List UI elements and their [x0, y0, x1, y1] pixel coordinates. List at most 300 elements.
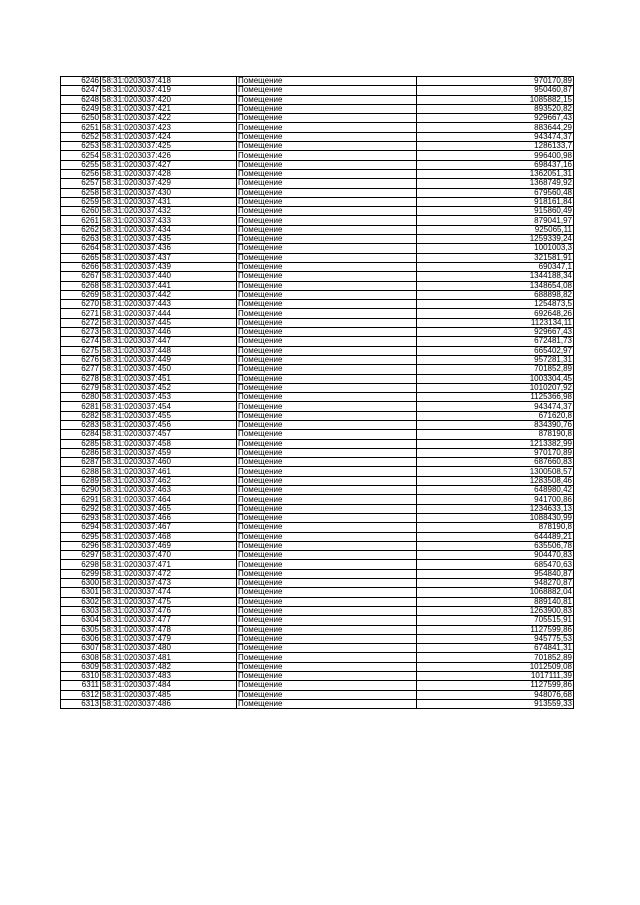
row-number-cell: 6311 [61, 681, 101, 690]
value-cell: 1344188,34 [417, 272, 574, 281]
value-cell: 648980,42 [417, 486, 574, 495]
cadastral-number-cell: 58:31:0203037:450 [101, 365, 237, 374]
object-type-cell: Помещение [237, 300, 417, 309]
cadastral-number-cell: 58:31:0203037:428 [101, 169, 237, 178]
cadastral-number-cell: 58:31:0203037:475 [101, 597, 237, 606]
row-number-cell: 6263 [61, 235, 101, 244]
value-cell: 941700,86 [417, 495, 574, 504]
value-cell: 679560,48 [417, 188, 574, 197]
cadastral-number-cell: 58:31:0203037:425 [101, 142, 237, 151]
value-cell: 954840,87 [417, 569, 574, 578]
value-cell: 883644,29 [417, 123, 574, 132]
object-type-cell: Помещение [237, 142, 417, 151]
row-number-cell: 6276 [61, 355, 101, 364]
row-number-cell: 6288 [61, 467, 101, 476]
row-number-cell: 6246 [61, 77, 101, 86]
table-row [61, 699, 574, 708]
cadastral-number-cell: 58:31:0203037:456 [101, 420, 237, 429]
value-cell: 878190,8 [417, 523, 574, 532]
row-number-cell: 6266 [61, 262, 101, 271]
object-type-cell: Помещение [237, 151, 417, 160]
cadastral-number-cell: 58:31:0203037:486 [101, 699, 237, 708]
table-row [61, 532, 574, 541]
row-number-cell: 6254 [61, 151, 101, 160]
cadastral-number-cell: 58:31:0203037:435 [101, 235, 237, 244]
table-row [61, 467, 574, 476]
cadastral-number-cell: 58:31:0203037:447 [101, 337, 237, 346]
cadastral-number-cell: 58:31:0203037:433 [101, 216, 237, 225]
row-number-cell: 6278 [61, 374, 101, 383]
cadastral-number-cell: 58:31:0203037:446 [101, 328, 237, 337]
object-type-cell: Помещение [237, 606, 417, 615]
row-number-cell: 6313 [61, 699, 101, 708]
value-cell: 948270,87 [417, 579, 574, 588]
cadastral-number-cell: 58:31:0203037:472 [101, 569, 237, 578]
value-cell: 705515,91 [417, 616, 574, 625]
row-number-cell: 6259 [61, 197, 101, 206]
table-row [61, 207, 574, 216]
value-cell: 970170,89 [417, 448, 574, 457]
object-type-cell: Помещение [237, 486, 417, 495]
table-row [61, 616, 574, 625]
object-type-cell: Помещение [237, 86, 417, 95]
value-cell: 889140,81 [417, 597, 574, 606]
cadastral-number-cell: 58:31:0203037:458 [101, 439, 237, 448]
object-type-cell: Помещение [237, 114, 417, 123]
table-row [61, 504, 574, 513]
table-row [61, 402, 574, 411]
cadastral-number-cell: 58:31:0203037:440 [101, 272, 237, 281]
row-number-cell: 6298 [61, 560, 101, 569]
value-cell: 1362051,31 [417, 169, 574, 178]
table-row [61, 430, 574, 439]
value-cell: 1088430,99 [417, 513, 574, 522]
value-cell: 943474,37 [417, 402, 574, 411]
value-cell: 948076,68 [417, 690, 574, 699]
object-type-cell: Помещение [237, 328, 417, 337]
row-number-cell: 6256 [61, 169, 101, 178]
value-cell: 701852,89 [417, 365, 574, 374]
table-row [61, 513, 574, 522]
table-row [61, 253, 574, 262]
object-type-cell: Помещение [237, 672, 417, 681]
object-type-cell: Помещение [237, 551, 417, 560]
object-type-cell: Помещение [237, 699, 417, 708]
row-number-cell: 6257 [61, 179, 101, 188]
cadastral-number-cell: 58:31:0203037:483 [101, 672, 237, 681]
object-type-cell: Помещение [237, 123, 417, 132]
row-number-cell: 6302 [61, 597, 101, 606]
value-cell: 1368749,92 [417, 179, 574, 188]
table-row [61, 476, 574, 485]
cadastral-number-cell: 58:31:0203037:427 [101, 160, 237, 169]
value-cell: 671620,8 [417, 411, 574, 420]
value-cell: 665402,97 [417, 346, 574, 355]
value-cell: 1125366,98 [417, 393, 574, 402]
object-type-cell: Помещение [237, 207, 417, 216]
table-row [61, 579, 574, 588]
row-number-cell: 6267 [61, 272, 101, 281]
object-type-cell: Помещение [237, 458, 417, 467]
value-cell: 1348654,08 [417, 281, 574, 290]
object-type-cell: Помещение [237, 513, 417, 522]
object-type-cell: Помещение [237, 588, 417, 597]
object-type-cell: Помещение [237, 188, 417, 197]
object-type-cell: Помещение [237, 290, 417, 299]
object-type-cell: Помещение [237, 634, 417, 643]
object-type-cell: Помещение [237, 197, 417, 206]
cadastral-number-cell: 58:31:0203037:477 [101, 616, 237, 625]
table-row [61, 355, 574, 364]
value-cell: 644489,21 [417, 532, 574, 541]
cadastral-number-cell: 58:31:0203037:467 [101, 523, 237, 532]
cadastral-number-cell: 58:31:0203037:426 [101, 151, 237, 160]
row-number-cell: 6303 [61, 606, 101, 615]
value-cell: 1283508,46 [417, 476, 574, 485]
cadastral-number-cell: 58:31:0203037:470 [101, 551, 237, 560]
row-number-cell: 6268 [61, 281, 101, 290]
cadastral-number-cell: 58:31:0203037:473 [101, 579, 237, 588]
value-cell: 1263900,83 [417, 606, 574, 615]
object-type-cell: Помещение [237, 318, 417, 327]
table-row [61, 262, 574, 271]
row-number-cell: 6294 [61, 523, 101, 532]
cadastral-number-cell: 58:31:0203037:453 [101, 393, 237, 402]
value-cell: 878190,8 [417, 430, 574, 439]
table-row [61, 588, 574, 597]
cadastral-number-cell: 58:31:0203037:437 [101, 253, 237, 262]
table-row [61, 439, 574, 448]
cadastral-number-cell: 58:31:0203037:484 [101, 681, 237, 690]
object-type-cell: Помещение [237, 383, 417, 392]
table-row [61, 318, 574, 327]
value-cell: 635506,78 [417, 541, 574, 550]
cadastral-number-cell: 58:31:0203037:421 [101, 104, 237, 113]
value-cell: 321581,91 [417, 253, 574, 262]
value-cell: 943474,37 [417, 132, 574, 141]
table-row [61, 114, 574, 123]
table-row [61, 374, 574, 383]
value-cell: 688898,82 [417, 290, 574, 299]
table-row [61, 197, 574, 206]
object-type-cell: Помещение [237, 616, 417, 625]
value-cell: 1001003,3 [417, 244, 574, 253]
cadastral-number-cell: 58:31:0203037:429 [101, 179, 237, 188]
cadastral-number-cell: 58:31:0203037:464 [101, 495, 237, 504]
object-type-cell: Помещение [237, 104, 417, 113]
table-row [61, 634, 574, 643]
cadastral-number-cell: 58:31:0203037:430 [101, 188, 237, 197]
table-row [61, 690, 574, 699]
object-type-cell: Помещение [237, 579, 417, 588]
cadastral-number-cell: 58:31:0203037:457 [101, 430, 237, 439]
value-cell: 672481,73 [417, 337, 574, 346]
object-type-cell: Помещение [237, 365, 417, 374]
cadastral-number-cell: 58:31:0203037:452 [101, 383, 237, 392]
cadastral-number-cell: 58:31:0203037:469 [101, 541, 237, 550]
table-row [61, 123, 574, 132]
table-row [61, 225, 574, 234]
value-cell: 996400,98 [417, 151, 574, 160]
cadastral-number-cell: 58:31:0203037:459 [101, 448, 237, 457]
object-type-cell: Помещение [237, 560, 417, 569]
value-cell: 1003304,45 [417, 374, 574, 383]
object-type-cell: Помещение [237, 439, 417, 448]
object-type-cell: Помещение [237, 337, 417, 346]
cadastral-number-cell: 58:31:0203037:434 [101, 225, 237, 234]
value-cell: 1123134,11 [417, 318, 574, 327]
cadastral-number-cell: 58:31:0203037:454 [101, 402, 237, 411]
cadastral-number-cell: 58:31:0203037:481 [101, 653, 237, 662]
value-cell: 1068882,04 [417, 588, 574, 597]
table-row [61, 448, 574, 457]
object-type-cell: Помещение [237, 77, 417, 86]
object-type-cell: Помещение [237, 448, 417, 457]
table-row [61, 151, 574, 160]
object-type-cell: Помещение [237, 346, 417, 355]
row-number-cell: 6265 [61, 253, 101, 262]
object-type-cell: Помещение [237, 225, 417, 234]
cadastral-number-cell: 58:31:0203037:423 [101, 123, 237, 132]
cadastral-number-cell: 58:31:0203037:476 [101, 606, 237, 615]
table-row [61, 383, 574, 392]
table-row [61, 104, 574, 113]
row-number-cell: 6251 [61, 123, 101, 132]
object-type-cell: Помещение [237, 430, 417, 439]
value-cell: 692648,26 [417, 309, 574, 318]
table-row [61, 662, 574, 671]
row-number-cell: 6308 [61, 653, 101, 662]
value-cell: 945775,53 [417, 634, 574, 643]
row-number-cell: 6275 [61, 346, 101, 355]
row-number-cell: 6292 [61, 504, 101, 513]
table-row [61, 486, 574, 495]
object-type-cell: Помещение [237, 597, 417, 606]
value-cell: 1085882,15 [417, 95, 574, 104]
table-row [61, 142, 574, 151]
table-row [61, 169, 574, 178]
cadastral-number-cell: 58:31:0203037:462 [101, 476, 237, 485]
row-number-cell: 6255 [61, 160, 101, 169]
object-type-cell: Помещение [237, 402, 417, 411]
row-number-cell: 6252 [61, 132, 101, 141]
row-number-cell: 6248 [61, 95, 101, 104]
table-row [61, 179, 574, 188]
table-row [61, 132, 574, 141]
cadastral-number-cell: 58:31:0203037:474 [101, 588, 237, 597]
value-cell: 1017111,39 [417, 672, 574, 681]
row-number-cell: 6253 [61, 142, 101, 151]
row-number-cell: 6297 [61, 551, 101, 560]
table-row [61, 393, 574, 402]
table-row [61, 644, 574, 653]
row-number-cell: 6283 [61, 420, 101, 429]
table-row [61, 597, 574, 606]
object-type-cell: Помещение [237, 272, 417, 281]
table-row [61, 681, 574, 690]
table-row [61, 309, 574, 318]
row-number-cell: 6262 [61, 225, 101, 234]
value-cell: 929667,43 [417, 328, 574, 337]
table-row [61, 541, 574, 550]
object-type-cell: Помещение [237, 393, 417, 402]
object-type-cell: Помещение [237, 169, 417, 178]
row-number-cell: 6306 [61, 634, 101, 643]
cadastral-number-cell: 58:31:0203037:468 [101, 532, 237, 541]
table-row [61, 560, 574, 569]
cadastral-number-cell: 58:31:0203037:463 [101, 486, 237, 495]
value-cell: 690347,1 [417, 262, 574, 271]
row-number-cell: 6261 [61, 216, 101, 225]
object-type-cell: Помещение [237, 253, 417, 262]
row-number-cell: 6280 [61, 393, 101, 402]
row-number-cell: 6299 [61, 569, 101, 578]
cadastral-number-cell: 58:31:0203037:478 [101, 625, 237, 634]
row-number-cell: 6281 [61, 402, 101, 411]
registry-table-body [61, 77, 574, 709]
cadastral-number-cell: 58:31:0203037:418 [101, 77, 237, 86]
cadastral-number-cell: 58:31:0203037:448 [101, 346, 237, 355]
value-cell: 1259339,24 [417, 235, 574, 244]
cadastral-number-cell: 58:31:0203037:439 [101, 262, 237, 271]
row-number-cell: 6270 [61, 300, 101, 309]
registry-table [60, 76, 574, 709]
table-row [61, 216, 574, 225]
object-type-cell: Помещение [237, 244, 417, 253]
object-type-cell: Помещение [237, 681, 417, 690]
row-number-cell: 6284 [61, 430, 101, 439]
value-cell: 904470,83 [417, 551, 574, 560]
object-type-cell: Помещение [237, 523, 417, 532]
value-cell: 1127599,86 [417, 625, 574, 634]
row-number-cell: 6290 [61, 486, 101, 495]
cadastral-number-cell: 58:31:0203037:419 [101, 86, 237, 95]
table-row [61, 337, 574, 346]
table-row [61, 495, 574, 504]
object-type-cell: Помещение [237, 532, 417, 541]
cadastral-number-cell: 58:31:0203037:445 [101, 318, 237, 327]
value-cell: 929667,43 [417, 114, 574, 123]
row-number-cell: 6309 [61, 662, 101, 671]
value-cell: 957281,31 [417, 355, 574, 364]
cadastral-number-cell: 58:31:0203037:441 [101, 281, 237, 290]
value-cell: 925065,11 [417, 225, 574, 234]
row-number-cell: 6304 [61, 616, 101, 625]
value-cell: 701852,89 [417, 653, 574, 662]
value-cell: 674841,31 [417, 644, 574, 653]
row-number-cell: 6279 [61, 383, 101, 392]
value-cell: 1254873,5 [417, 300, 574, 309]
row-number-cell: 6296 [61, 541, 101, 550]
table-row [61, 160, 574, 169]
table-row [61, 281, 574, 290]
object-type-cell: Помещение [237, 625, 417, 634]
cadastral-number-cell: 58:31:0203037:455 [101, 411, 237, 420]
row-number-cell: 6301 [61, 588, 101, 597]
row-number-cell: 6258 [61, 188, 101, 197]
row-number-cell: 6247 [61, 86, 101, 95]
cadastral-number-cell: 58:31:0203037:432 [101, 207, 237, 216]
value-cell: 970170,89 [417, 77, 574, 86]
table-row [61, 272, 574, 281]
table-row [61, 606, 574, 615]
object-type-cell: Помещение [237, 235, 417, 244]
object-type-cell: Помещение [237, 504, 417, 513]
cadastral-number-cell: 58:31:0203037:443 [101, 300, 237, 309]
table-row [61, 672, 574, 681]
cadastral-number-cell: 58:31:0203037:460 [101, 458, 237, 467]
table-row [61, 235, 574, 244]
row-number-cell: 6273 [61, 328, 101, 337]
row-number-cell: 6289 [61, 476, 101, 485]
cadastral-number-cell: 58:31:0203037:431 [101, 197, 237, 206]
value-cell: 687660,83 [417, 458, 574, 467]
cadastral-number-cell: 58:31:0203037:436 [101, 244, 237, 253]
table-row [61, 300, 574, 309]
value-cell: 1286133,7 [417, 142, 574, 151]
row-number-cell: 6287 [61, 458, 101, 467]
object-type-cell: Помещение [237, 374, 417, 383]
table-row [61, 290, 574, 299]
object-type-cell: Помещение [237, 467, 417, 476]
table-row [61, 653, 574, 662]
object-type-cell: Помещение [237, 644, 417, 653]
cadastral-number-cell: 58:31:0203037:479 [101, 634, 237, 643]
table-row [61, 244, 574, 253]
object-type-cell: Помещение [237, 132, 417, 141]
value-cell: 915860,49 [417, 207, 574, 216]
row-number-cell: 6264 [61, 244, 101, 253]
table-row [61, 328, 574, 337]
cadastral-number-cell: 58:31:0203037:471 [101, 560, 237, 569]
row-number-cell: 6312 [61, 690, 101, 699]
table-row [61, 458, 574, 467]
cadastral-number-cell: 58:31:0203037:465 [101, 504, 237, 513]
cadastral-number-cell: 58:31:0203037:424 [101, 132, 237, 141]
cadastral-number-cell: 58:31:0203037:466 [101, 513, 237, 522]
value-cell: 1012509,08 [417, 662, 574, 671]
cadastral-number-cell: 58:31:0203037:461 [101, 467, 237, 476]
row-number-cell: 6310 [61, 672, 101, 681]
object-type-cell: Помещение [237, 160, 417, 169]
table-row [61, 551, 574, 560]
cadastral-number-cell: 58:31:0203037:442 [101, 290, 237, 299]
value-cell: 1234633,13 [417, 504, 574, 513]
row-number-cell: 6272 [61, 318, 101, 327]
row-number-cell: 6269 [61, 290, 101, 299]
value-cell: 834390,76 [417, 420, 574, 429]
row-number-cell: 6291 [61, 495, 101, 504]
object-type-cell: Помещение [237, 355, 417, 364]
table-row [61, 569, 574, 578]
value-cell: 1213382,99 [417, 439, 574, 448]
row-number-cell: 6282 [61, 411, 101, 420]
cadastral-number-cell: 58:31:0203037:482 [101, 662, 237, 671]
cadastral-number-cell: 58:31:0203037:480 [101, 644, 237, 653]
table-row [61, 365, 574, 374]
table-row [61, 346, 574, 355]
object-type-cell: Помещение [237, 262, 417, 271]
value-cell: 698437,16 [417, 160, 574, 169]
row-number-cell: 6260 [61, 207, 101, 216]
row-number-cell: 6249 [61, 104, 101, 113]
row-number-cell: 6300 [61, 579, 101, 588]
object-type-cell: Помещение [237, 690, 417, 699]
cadastral-number-cell: 58:31:0203037:449 [101, 355, 237, 364]
object-type-cell: Помещение [237, 95, 417, 104]
object-type-cell: Помещение [237, 411, 417, 420]
table-row [61, 86, 574, 95]
